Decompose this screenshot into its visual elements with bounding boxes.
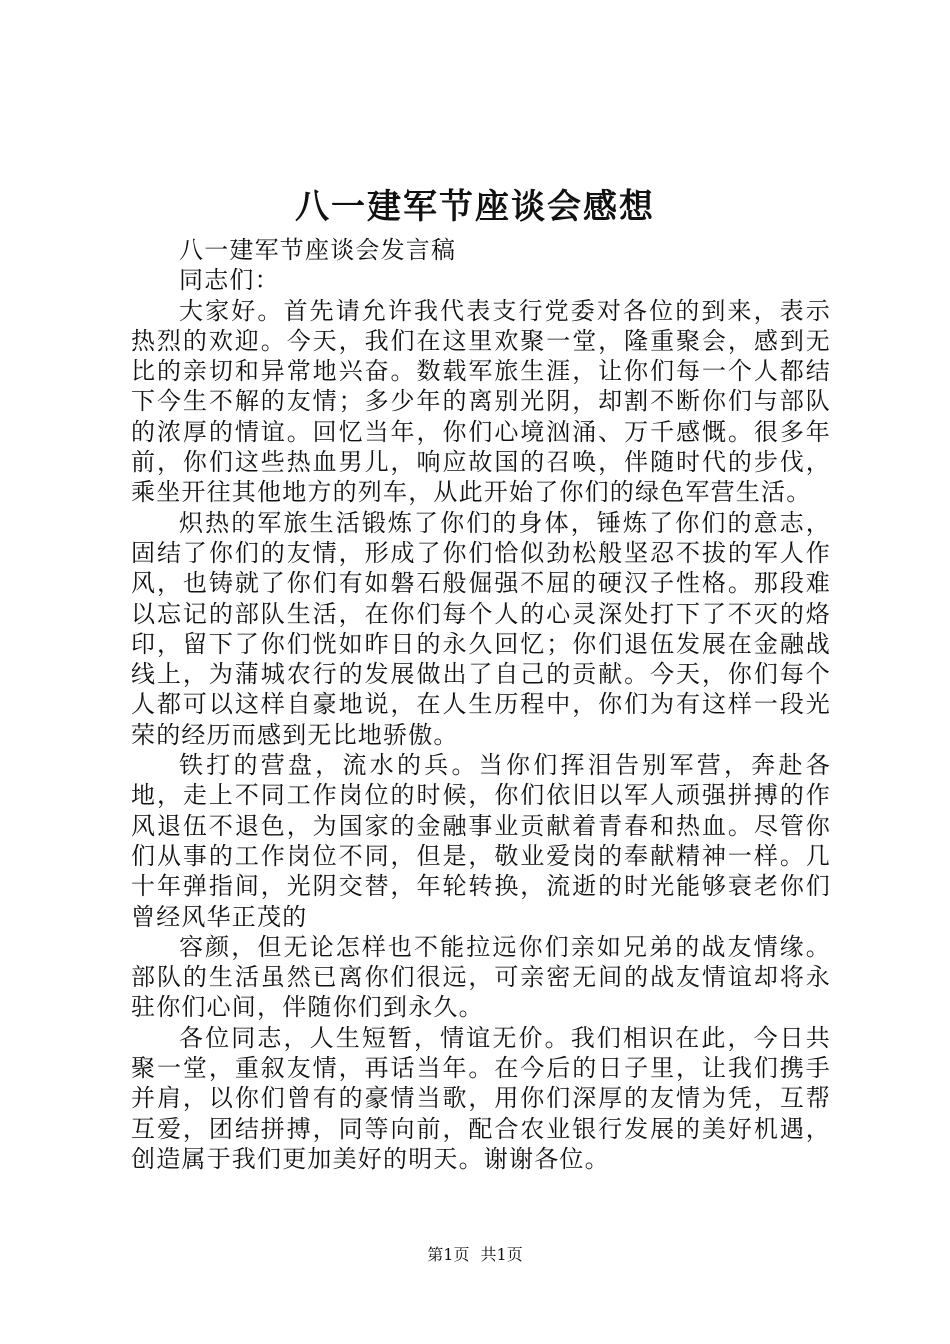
body-paragraph: 铁打的营盘，流水的兵。当你们挥泪告别军营，奔赴各地，走上不同工作岗位的时候，你们依旧以军人顽强拼搏的作风退伍不退色，为国家的金融事业贡献着青春和热血。尽管你们从事的工作岗位不同，但是，敬业爱岗的奉献精神一样。几十年弹指间，光阴交替，年轮转换，流逝的时光能够衰老你们曾经风华正茂的 <box>131 751 831 931</box>
page-footer <box>0 1244 950 1266</box>
body-paragraph: 容颜，但无论怎样也不能拉远你们亲如兄弟的战友情缘。部队的生活虽然已离你们很远，可亲密无间的战友情谊却将永驻你们心间，伴随你们到永久。 <box>131 932 831 1022</box>
body-paragraph: 大家好。首先请允许我代表支行党委对各位的到来，表示热烈的欢迎。今天，我们在这里欢聚一堂，隆重聚会，感到无比的亲切和异常地兴奋。数载军旅生涯，让你们每一个人都结下今生不解的友情；多少年的离别光阴，却割不断你们与部队的浓厚的情谊。回忆当年，你们心境汹涌、万千感慨。很多年前，你们这些热血男儿，响应故国的召唤，伴随时代的步伐，乘坐开往其他地方的列车，从此开始了你们的绿色军营生活。 <box>131 296 831 507</box>
page-number: 第1页 <box>427 1245 470 1264</box>
salutation-paragraph: 同志们： <box>179 266 280 295</box>
document-body <box>131 235 831 1174</box>
document-title: 八一建军节座谈会感想 <box>295 187 655 227</box>
body-paragraph: 炽热的军旅生活锻炼了你们的身体，锤炼了你们的意志，固结了你们的友情，形成了你们恰似劲松般坚忍不拔的军人作风，也铸就了你们有如磐石般倔强不屈的硬汉子性格。那段难以忘记的部队生活，在你们每个人的心灵深处打下了不灭的烙印，留下了你们恍如昨日的永久回忆；你们退伍发展在金融战线上，为蒲城农行的发展做出了自己的贡献。今天，你们每个人都可以这样自豪地说，在人生历程中，你们为有这样一段光荣的经历而感到无比地骄傲。 <box>131 508 831 749</box>
page-total: 共1页 <box>480 1245 523 1264</box>
subtitle-paragraph: 八一建军节座谈会发言稿 <box>179 236 457 264</box>
closing-paragraph: 各位同志，人生短暂，情谊无价。我们相识在此，今日共聚一堂，重叙友情，再话当年。在今后的日子里，让我们携手并肩，以你们曾有的豪情当歌，用你们深厚的友情为凭，互帮互爱，团结拼搏，同等向前，配合农业银行发展的美好机遇，创造属于我们更加美好的明天。谢谢各位。 <box>131 1023 831 1173</box>
